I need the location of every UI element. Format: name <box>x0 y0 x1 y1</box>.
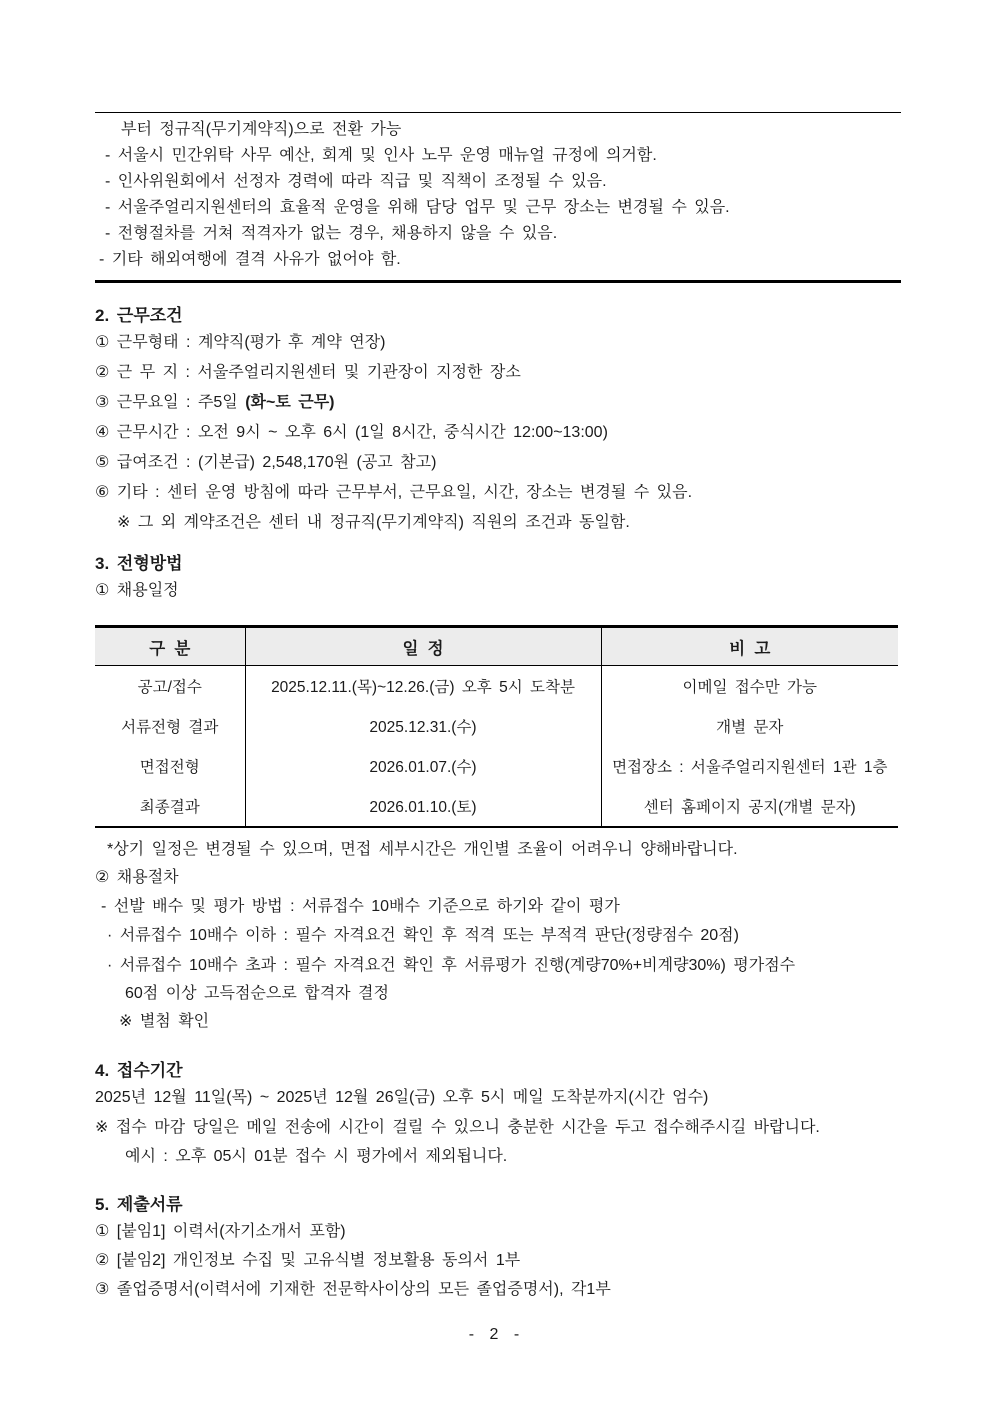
row-category: 최종결과 <box>139 799 200 816</box>
selection-method-line: - 선발 배수 및 평가 방법 : 서류접수 10배수 기준으로 하기와 같이 평가 <box>101 898 620 915</box>
row-remarks: 면접장소 : 서울주얼리지원센터 1관 1층 <box>601 746 898 786</box>
work-place-item: ② 근 무 지 : 서울주얼리지원센터 및 기관장이 지정한 장소 <box>95 364 521 381</box>
deadline-example-line: 예시 : 오후 05시 01분 접수 시 평가에서 제외됩니다. <box>125 1148 508 1165</box>
table-row <box>95 746 898 786</box>
table-row <box>95 786 898 827</box>
row-category: 서류전형 결과 <box>121 719 219 736</box>
contract-note: ※ 그 외 계약조건은 센터 내 정규직(무기계약직) 직원의 조건과 동일함. <box>117 514 630 531</box>
working-conditions-list <box>95 328 901 538</box>
notes-continuation-box <box>95 112 901 283</box>
over-multiple-line2: 60점 이상 고득점순으로 합격자 결정 <box>125 985 389 1002</box>
row-date: 2025.12.31.(수) <box>245 706 601 746</box>
work-days-item <box>95 388 901 418</box>
row-date: 2025.12.11.(목)~12.26.(금) 오후 5시 도착분 <box>245 666 601 707</box>
etc-item: ⑥ 기타 : 센터 운영 방침에 따라 근무부서, 근무요일, 시간, 장소는 변경될 수 있음. <box>95 484 693 501</box>
row-date: 2026.01.07.(수) <box>245 746 601 786</box>
header-date: 일 정 <box>245 627 601 666</box>
note-line: - 인사위원회에서 선정자 경력에 따라 직급 및 직책이 조정될 수 있음. <box>105 173 607 190</box>
header-remarks: 비 고 <box>601 627 898 666</box>
document-item-privacy-consent: ② [붙임2] 개인정보 수집 및 고유식별 정보활용 동의서 1부 <box>95 1252 521 1269</box>
document-item-resume: ① [붙임1] 이력서(자기소개서 포함) <box>95 1223 346 1240</box>
note-line: 부터 정규직(무기계약직)으로 전환 가능 <box>121 121 402 138</box>
section-title-application-period: 4. 접수기간 <box>95 1061 183 1080</box>
note-line: - 전형절차를 거쳐 적격자가 없는 경우, 채용하지 않을 수 있음. <box>105 225 558 242</box>
note-line: - 기타 해외여행에 결격 사유가 없어야 함. <box>99 251 401 268</box>
table-row <box>95 706 898 746</box>
note-line: - 서울주얼리지원센터의 효율적 운영을 위해 담당 업무 및 근무 장소는 변경될 수 있음. <box>105 199 730 216</box>
work-days-text: ③ 근무요일 : 주5일 <box>95 394 246 411</box>
row-remarks: 센터 홈페이지 공지(개별 문자) <box>601 786 898 827</box>
document-content <box>95 112 901 1304</box>
over-multiple-line: · 서류접수 10배수 초과 : 필수 자격요건 확인 후 서류평가 진행(계량70%+비계량30%) 평가점수 <box>107 957 796 974</box>
recruit-process-label: ② 채용절차 <box>95 869 179 886</box>
schedule-change-note: *상기 일정은 변경될 수 있으며, 면접 세부시간은 개인별 조율이 어려우니 양해바랍니다. <box>107 841 738 858</box>
table-row <box>95 666 898 707</box>
note-line: - 서울시 민간위탁 사무 예산, 회계 및 인사 노무 운영 매뉴얼 규정에 의거함. <box>105 147 657 164</box>
section-title-required-documents: 5. 제출서류 <box>95 1195 183 1214</box>
recruit-schedule-label: ① 채용일정 <box>95 582 179 599</box>
under-multiple-line: · 서류접수 10배수 이하 : 필수 자격요건 확인 후 적격 또는 부적격 판단(정량점수 20점) <box>107 927 739 944</box>
work-hours-item: ④ 근무시간 : 오전 9시 ~ 오후 6시 (1일 8시간, 중식시간 12:00~13:00) <box>95 424 608 441</box>
document-item-diploma: ③ 졸업증명서(이력서에 기재한 전문학사이상의 모든 졸업증명서), 각1부 <box>95 1281 611 1298</box>
schedule-table-header-row <box>95 627 898 666</box>
section-title-working-conditions: 2. 근무조건 <box>95 306 183 325</box>
row-category: 공고/접수 <box>137 679 202 696</box>
header-category: 구 분 <box>95 627 245 666</box>
attachment-check-note: ※ 별첨 확인 <box>119 1013 210 1030</box>
work-type-item: ① 근무형태 : 계약직(평가 후 계약 연장) <box>95 334 386 351</box>
work-days-bold: (화~토 근무) <box>245 394 335 411</box>
deadline-warning-line: ※ 접수 마감 당일은 메일 전송에 시간이 걸릴 수 있으니 충분한 시간을 두고 접수해주시길 바랍니다. <box>95 1119 820 1136</box>
salary-item: ⑤ 급여조건 : (기본급) 2,548,170원 (공고 참고) <box>95 454 437 471</box>
row-category: 면접전형 <box>139 759 200 776</box>
schedule-table <box>95 625 898 828</box>
section-title-selection-method: 3. 전형방법 <box>95 554 183 573</box>
row-date: 2026.01.10.(토) <box>245 786 601 827</box>
application-period-line: 2025년 12월 11일(목) ~ 2025년 12월 26일(금) 오후 5시 메일 도착분까지(시간 엄수) <box>95 1089 709 1106</box>
row-remarks: 개별 문자 <box>601 706 898 746</box>
row-remarks: 이메일 접수만 가능 <box>601 666 898 707</box>
page-number: - 2 - <box>468 1326 524 1343</box>
